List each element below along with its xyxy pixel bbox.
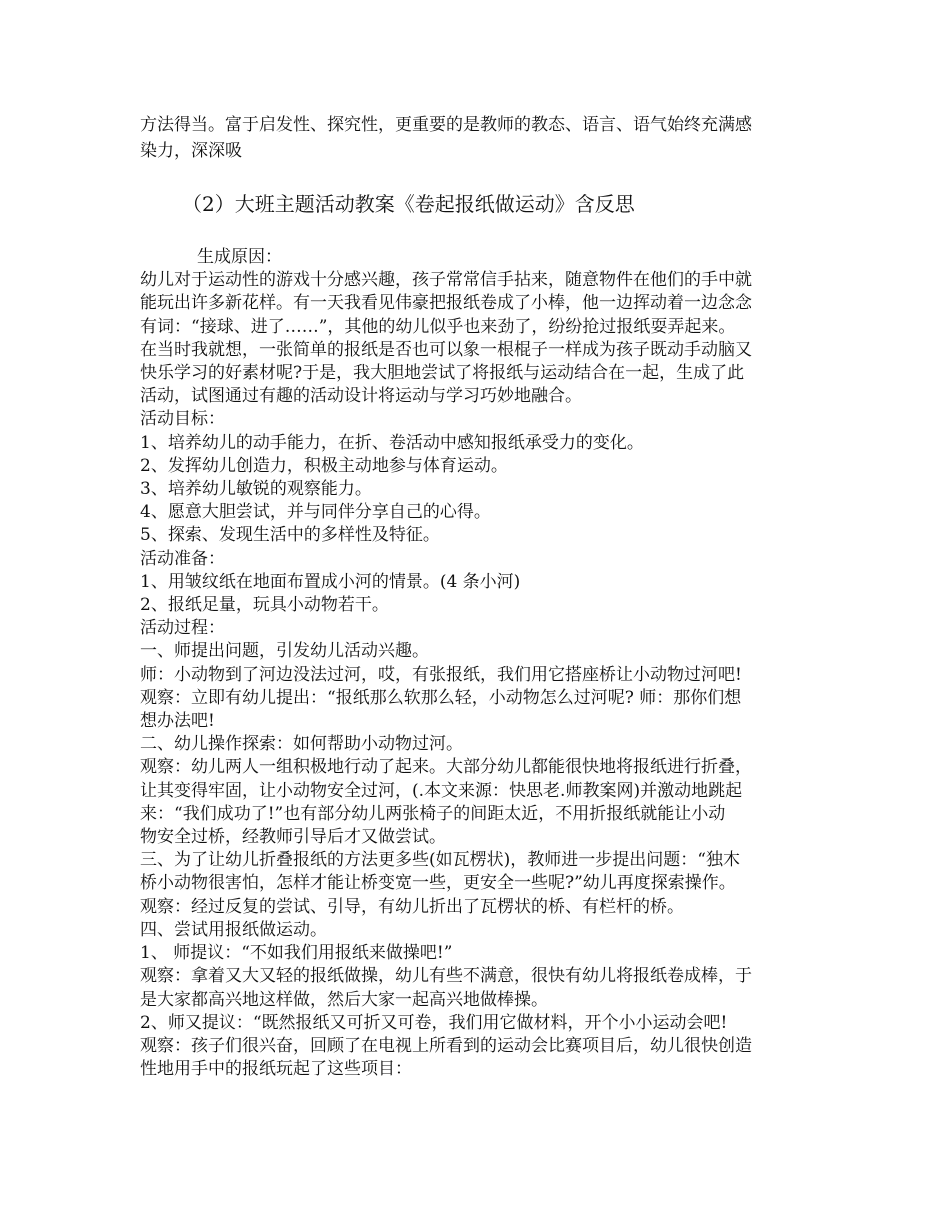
- text-line: 让其变得牢固，让小动物安全过河，(.本文来源：快思老.师教案网)并激动地跳起: [140, 780, 743, 801]
- text-line: 观察：立即有幼儿提出：“报纸那么软那么轻，小动物怎么过河呢? 师：那你们想: [140, 687, 742, 708]
- text-line: 性地用手中的报纸玩起了这些项目：: [140, 1059, 412, 1080]
- text-line: 幼儿对于运动性的游戏十分感兴趣，孩子常常信手拈来，随意物件在他们的手中就: [140, 270, 752, 291]
- text-line: 快乐学习的好素材呢?于是，我大胆地尝试了将报纸与运动结合在一起，生成了此: [140, 363, 745, 384]
- text-line: 活动准备：: [140, 548, 225, 569]
- text-line: 观察：经过反复的尝试、引导，有幼儿折出了瓦楞状的桥、有栏杆的桥。: [140, 896, 684, 917]
- text-line: 5、探索、发现生活中的多样性及特征。: [140, 525, 440, 546]
- text-line: 在当时我就想，一张简单的报纸是否也可以象一根棍子一样成为孩子既动手动脑又: [140, 339, 752, 360]
- text-line: 活动，试图通过有趣的活动设计将运动与学习巧妙地融合。: [140, 386, 582, 407]
- text-line: 4、愿意大胆尝试，并与同伴分享自己的心得。: [140, 502, 491, 523]
- text-line: 1、 师提议：“不如我们用报纸来做操吧!”: [140, 943, 453, 964]
- text-line: 观察：孩子们很兴奋，回顾了在电视上所看到的运动会比赛项目后，幼儿很快创造: [140, 1035, 752, 1056]
- text-line: 1、培养幼儿的动手能力，在折、卷活动中感知报纸承受力的变化。: [140, 432, 644, 453]
- text-line: 三、为了让幼儿折叠报纸的方法更多些(如瓦楞状)，教师进一步提出问题：“独木: [140, 850, 740, 871]
- text-line: 能玩出许多新花样。有一天我看见伟豪把报纸卷成了小棒，他一边挥动着一边念念: [140, 293, 752, 314]
- text-line: 2、师又提议：“既然报纸又可折又可卷，我们用它做材料，开个小小运动会吧!: [140, 1012, 728, 1033]
- text-line: 师：小动物到了河边没法过河，哎，有张报纸，我们用它搭座桥让小动物过河吧!: [140, 664, 742, 685]
- text-line: 观察：拿着又大又轻的报纸做操，幼儿有些不满意，很快有幼儿将报纸卷成棒，于: [140, 966, 752, 987]
- text-line: 2、发挥幼儿创造力，积极主动地参与体育运动。: [140, 455, 508, 476]
- text-line: 活动过程：: [140, 618, 225, 639]
- text-line: 观察：幼儿两人一组积极地行动了起来。大部分幼儿都能很快地将报纸进行折叠，: [140, 757, 752, 778]
- document-body: [140, 112, 820, 1081]
- text-line: 物安全过桥，经教师引导后才又做尝试。: [140, 827, 446, 848]
- text-line: 3、培养幼儿敏锐的观察能力。: [140, 479, 372, 500]
- text-line: 1、用皱纹纸在地面布置成小河的情景。(4 条小河): [140, 571, 521, 592]
- section-heading: （2）大班主题活动教案《卷起报纸做运动》含反思: [182, 192, 635, 216]
- body-text: [140, 269, 820, 1081]
- text-line: 2、报纸足量，玩具小动物若干。: [140, 595, 389, 616]
- text-line: 有词：“接球、进了……”，其他的幼儿似乎也来劲了，纷纷抢过报纸耍弄起来。: [140, 316, 736, 337]
- text-line: 染力，深深吸: [140, 141, 242, 161]
- reason-label: 生成原因：: [197, 247, 282, 267]
- text-line: 活动目标：: [140, 409, 225, 430]
- text-line: 想办法吧!: [140, 711, 215, 732]
- text-line: 来：“我们成功了!”也有部分幼儿两张椅子的间距太近，不用折报纸就能让小动: [140, 803, 726, 824]
- text-line: 一、师提出问题，引发幼儿活动兴趣。: [140, 641, 429, 662]
- intro-paragraph: [140, 112, 820, 164]
- text-line: 方法得当。富于启发性、探究性，更重要的是教师的教态、语言、语气始终充满感: [140, 115, 752, 135]
- text-line: 桥小动物很害怕，怎样才能让桥变宽一些，更安全一些呢?”幼儿再度探索操作。: [140, 873, 736, 894]
- text-line: 二、幼儿操作探索：如何帮助小动物过河。: [140, 734, 463, 755]
- text-line: 是大家都高兴地这样做，然后大家一起高兴地做棒操。: [140, 989, 548, 1010]
- text-line: 四、尝试用报纸做运动。: [140, 919, 327, 940]
